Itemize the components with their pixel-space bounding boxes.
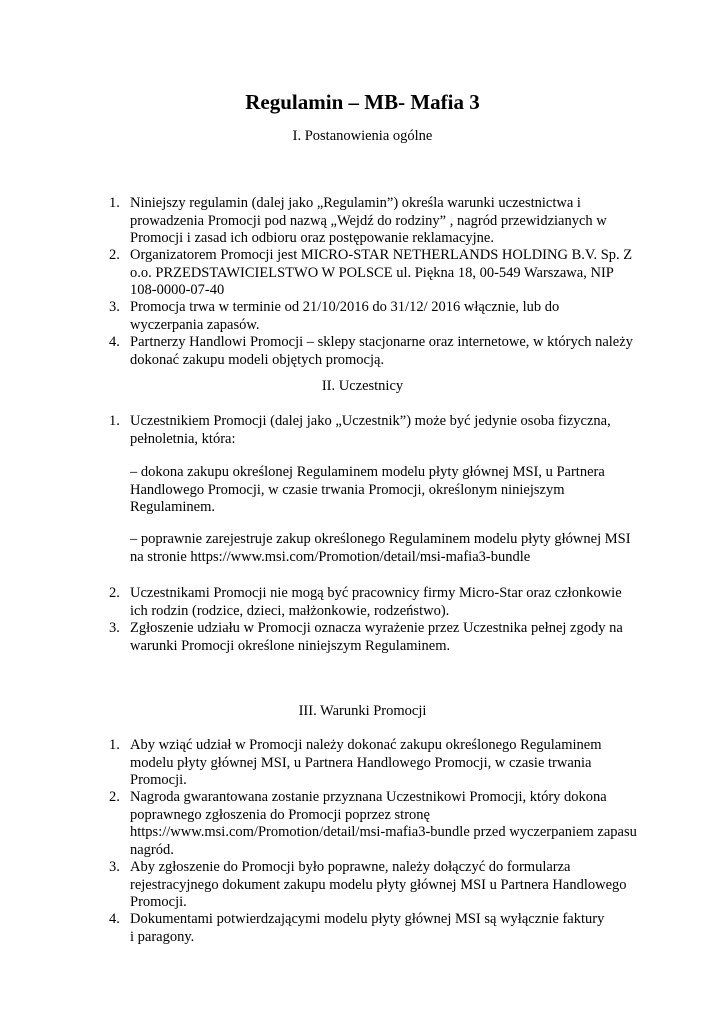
section-heading-conditions: III. Warunki Promocji (298, 703, 427, 719)
item-text: Organizatorem Promocji jest MICRO-STAR NETHERLANDS HOLDING B.V. Sp. Z o.o. PRZEDSTAWICIELSTWO W POLSCE ul. Piękna 18, 00-549 Warszawa, NIP 108-0000-07-40 (130, 247, 633, 298)
list-item (109, 334, 649, 369)
list-item (109, 911, 649, 946)
document-title: Regulamin – MB- Mafia 3 (245, 90, 480, 114)
item-text: Dokumentami potwierdzającymi modelu płyty głównej MSI są wyłącznie faktury i paragony. (130, 911, 605, 945)
list-item (109, 859, 649, 911)
item-number: 4. (109, 911, 120, 927)
item-number: 3. (109, 620, 120, 636)
item-text: Uczestnikami Promocji nie mogą być pracownicy firmy Micro-Star oraz członkowie ich rodzin (rodzice, dzieci, małżonkowie, rodzeństwo). (130, 585, 622, 619)
item-text: Nagroda gwarantowana zostanie przyznana Uczestnikowi Promocji, który dokona poprawnego zgłoszenia do Promocji poprzez stronę https://www.msi.com/Promotion/detail/msi-mafia3-bundle przed wyczerpaniem zapasu nagród. (130, 789, 637, 858)
item-number: 2. (109, 247, 120, 263)
item-number: 1. (109, 413, 120, 429)
item-number: 4. (109, 334, 120, 350)
item-number: 1. (109, 195, 120, 211)
item-text: Partnerzy Handlowi Promocji – sklepy stacjonarne oraz internetowe, w których należy dokonać zakupu modeli objętych promocją. (130, 334, 633, 368)
participants-list-first (109, 413, 649, 448)
item-number: 3. (109, 299, 120, 315)
list-item (109, 247, 649, 299)
section-heading-general: I. Postanowienia ogólne (292, 128, 433, 144)
item-text: Aby zgłoszenie do Promocji było poprawne, należy dołączyć do formularza rejestracyjnego dokument zakupu modelu płyty głównej MSI u Partnera Handlowego Promocji. (130, 859, 627, 910)
item-number: 2. (109, 789, 120, 805)
promotion-conditions-list (109, 737, 649, 946)
list-item (109, 620, 649, 655)
list-item (109, 413, 649, 448)
item-number: 1. (109, 737, 120, 753)
general-provisions-list (109, 195, 649, 369)
list-item (109, 737, 649, 789)
item-number: 3. (109, 859, 120, 875)
item-text: Aby wziąć udział w Promocji należy dokonać zakupu określonego Regulaminem modelu płyty głównej MSI, u Partnera Handlowego Promocji, w czasie trwania Promocji. (130, 737, 602, 788)
item-text: Promocja trwa w terminie od 21/10/2016 do 31/12/ 2016 włącznie, lub do wyczerpania zapasów. (130, 299, 560, 333)
section-heading-participants: II. Uczestnicy (321, 378, 404, 394)
item-text: Niniejszy regulamin (dalej jako „Regulamin”) określa warunki uczestnictwa i prowadzenia Promocji pod nazwą „Wejdź do rodziny” , nagród przewidzianych w Promocji i zasad ich odbioru oraz postępowanie reklamacyjne. (130, 195, 607, 246)
condition-purchase: – dokona zakupu określonej Regulaminem modelu płyty głównej MSI, u Partnera Handlowego Promocji, w czasie trwania Promocji, określonym niniejszym Regulaminem. (130, 464, 605, 515)
list-item (109, 299, 649, 334)
item-text: Uczestnikiem Promocji (dalej jako „Uczestnik”) może być jedynie osoba fizyczna, pełnoletnia, która: (130, 413, 611, 447)
list-item (109, 789, 649, 859)
participants-list-rest (109, 585, 649, 655)
item-text: Zgłoszenie udziału w Promocji oznacza wyrażenie przez Uczestnika pełnej zgody na warunki Promocji określone niniejszym Regulaminem. (130, 620, 623, 654)
list-item (109, 585, 649, 620)
condition-registration: – poprawnie zarejestruje zakup określonego Regulaminem modelu płyty głównej MSI na stronie https://www.msi.com/Promotion/detail/msi-mafia3-bundle (130, 531, 631, 565)
item-number: 2. (109, 585, 120, 601)
list-item (109, 195, 649, 247)
